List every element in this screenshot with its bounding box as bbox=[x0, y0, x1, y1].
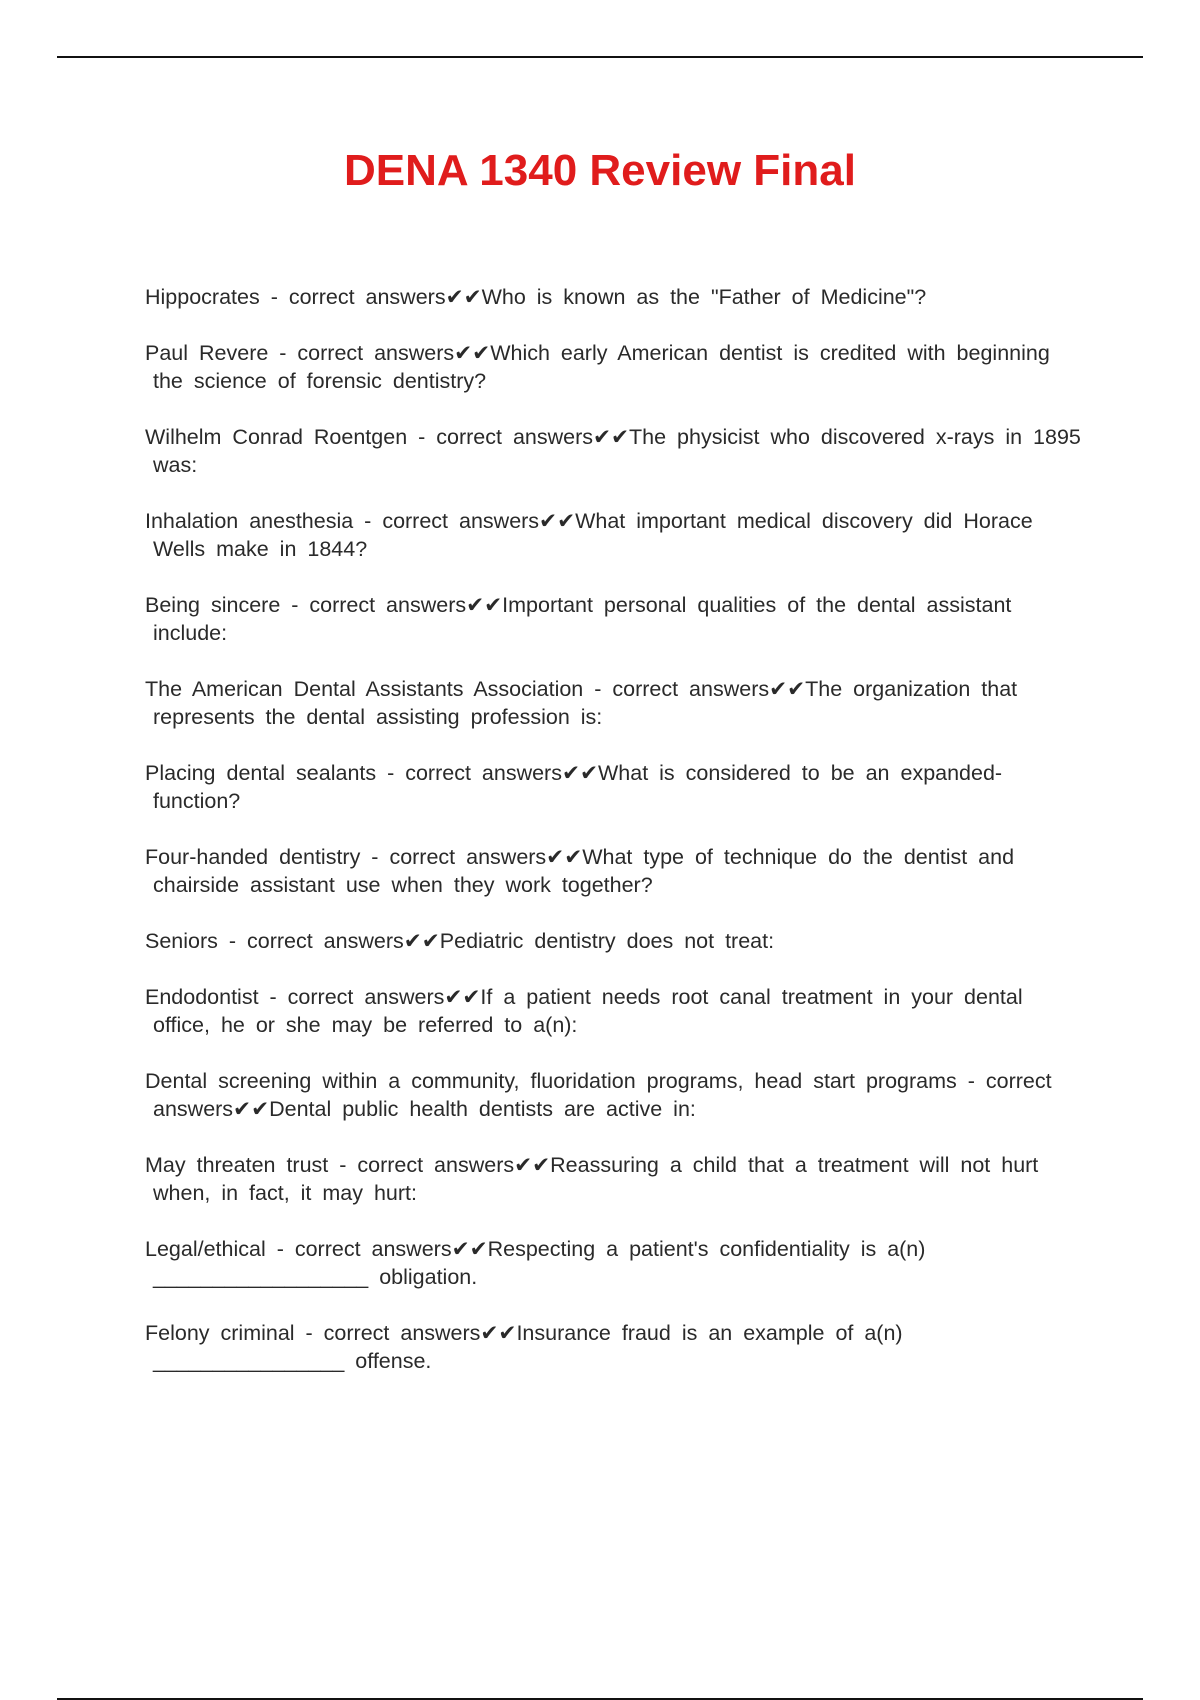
qa-entry-11: Dental screening within a community, fluoridation programs, head start programs - correct answers✔✔Dental public health dentists are active in: bbox=[145, 1069, 1052, 1121]
qa-entry-13: Legal/ethical - correct answers✔✔Respecting a patient's confidentiality is a(n) __________________ obligation. bbox=[145, 1237, 926, 1289]
qa-entry-5: Being sincere - correct answers✔✔Important personal qualities of the dental assistant include: bbox=[145, 593, 1012, 645]
top-divider bbox=[57, 56, 1143, 58]
qa-entry-12: May threaten trust - correct answers✔✔Reassuring a child that a treatment will not hurt when, in fact, it may hurt: bbox=[145, 1153, 1039, 1205]
qa-entry-9: Seniors - correct answers✔✔Pediatric dentistry does not treat: bbox=[145, 929, 775, 953]
qa-list bbox=[145, 283, 1085, 1403]
qa-entry-7: Placing dental sealants - correct answers✔✔What is considered to be an expanded-function? bbox=[145, 761, 1003, 813]
qa-entry-3: Wilhelm Conrad Roentgen - correct answers✔✔The physicist who discovered x-rays in 1895 was: bbox=[145, 425, 1081, 477]
qa-entry-4: Inhalation anesthesia - correct answers✔✔What important medical discovery did Horace Wells make in 1844? bbox=[145, 509, 1033, 561]
qa-entry-14: Felony criminal - correct answers✔✔Insurance fraud is an example of a(n) ________________ offense. bbox=[145, 1321, 903, 1373]
qa-entry-1: Hippocrates - correct answers✔✔Who is known as the "Father of Medicine"? bbox=[145, 285, 927, 309]
qa-entry-2: Paul Revere - correct answers✔✔Which early American dentist is credited with beginning the science of forensic dentistry? bbox=[145, 341, 1050, 393]
qa-entry-6: The American Dental Assistants Association - correct answers✔✔The organization that represents the dental assisting profession is: bbox=[145, 677, 1018, 729]
qa-entry-10: Endodontist - correct answers✔✔If a patient needs root canal treatment in your dental office, he or she may be referred to a(n): bbox=[145, 985, 1023, 1037]
document-title: DENA 1340 Review Final bbox=[344, 146, 856, 195]
qa-entry-8: Four-handed dentistry - correct answers✔✔What type of technique do the dentist and chairside assistant use when they work together? bbox=[145, 845, 1015, 897]
